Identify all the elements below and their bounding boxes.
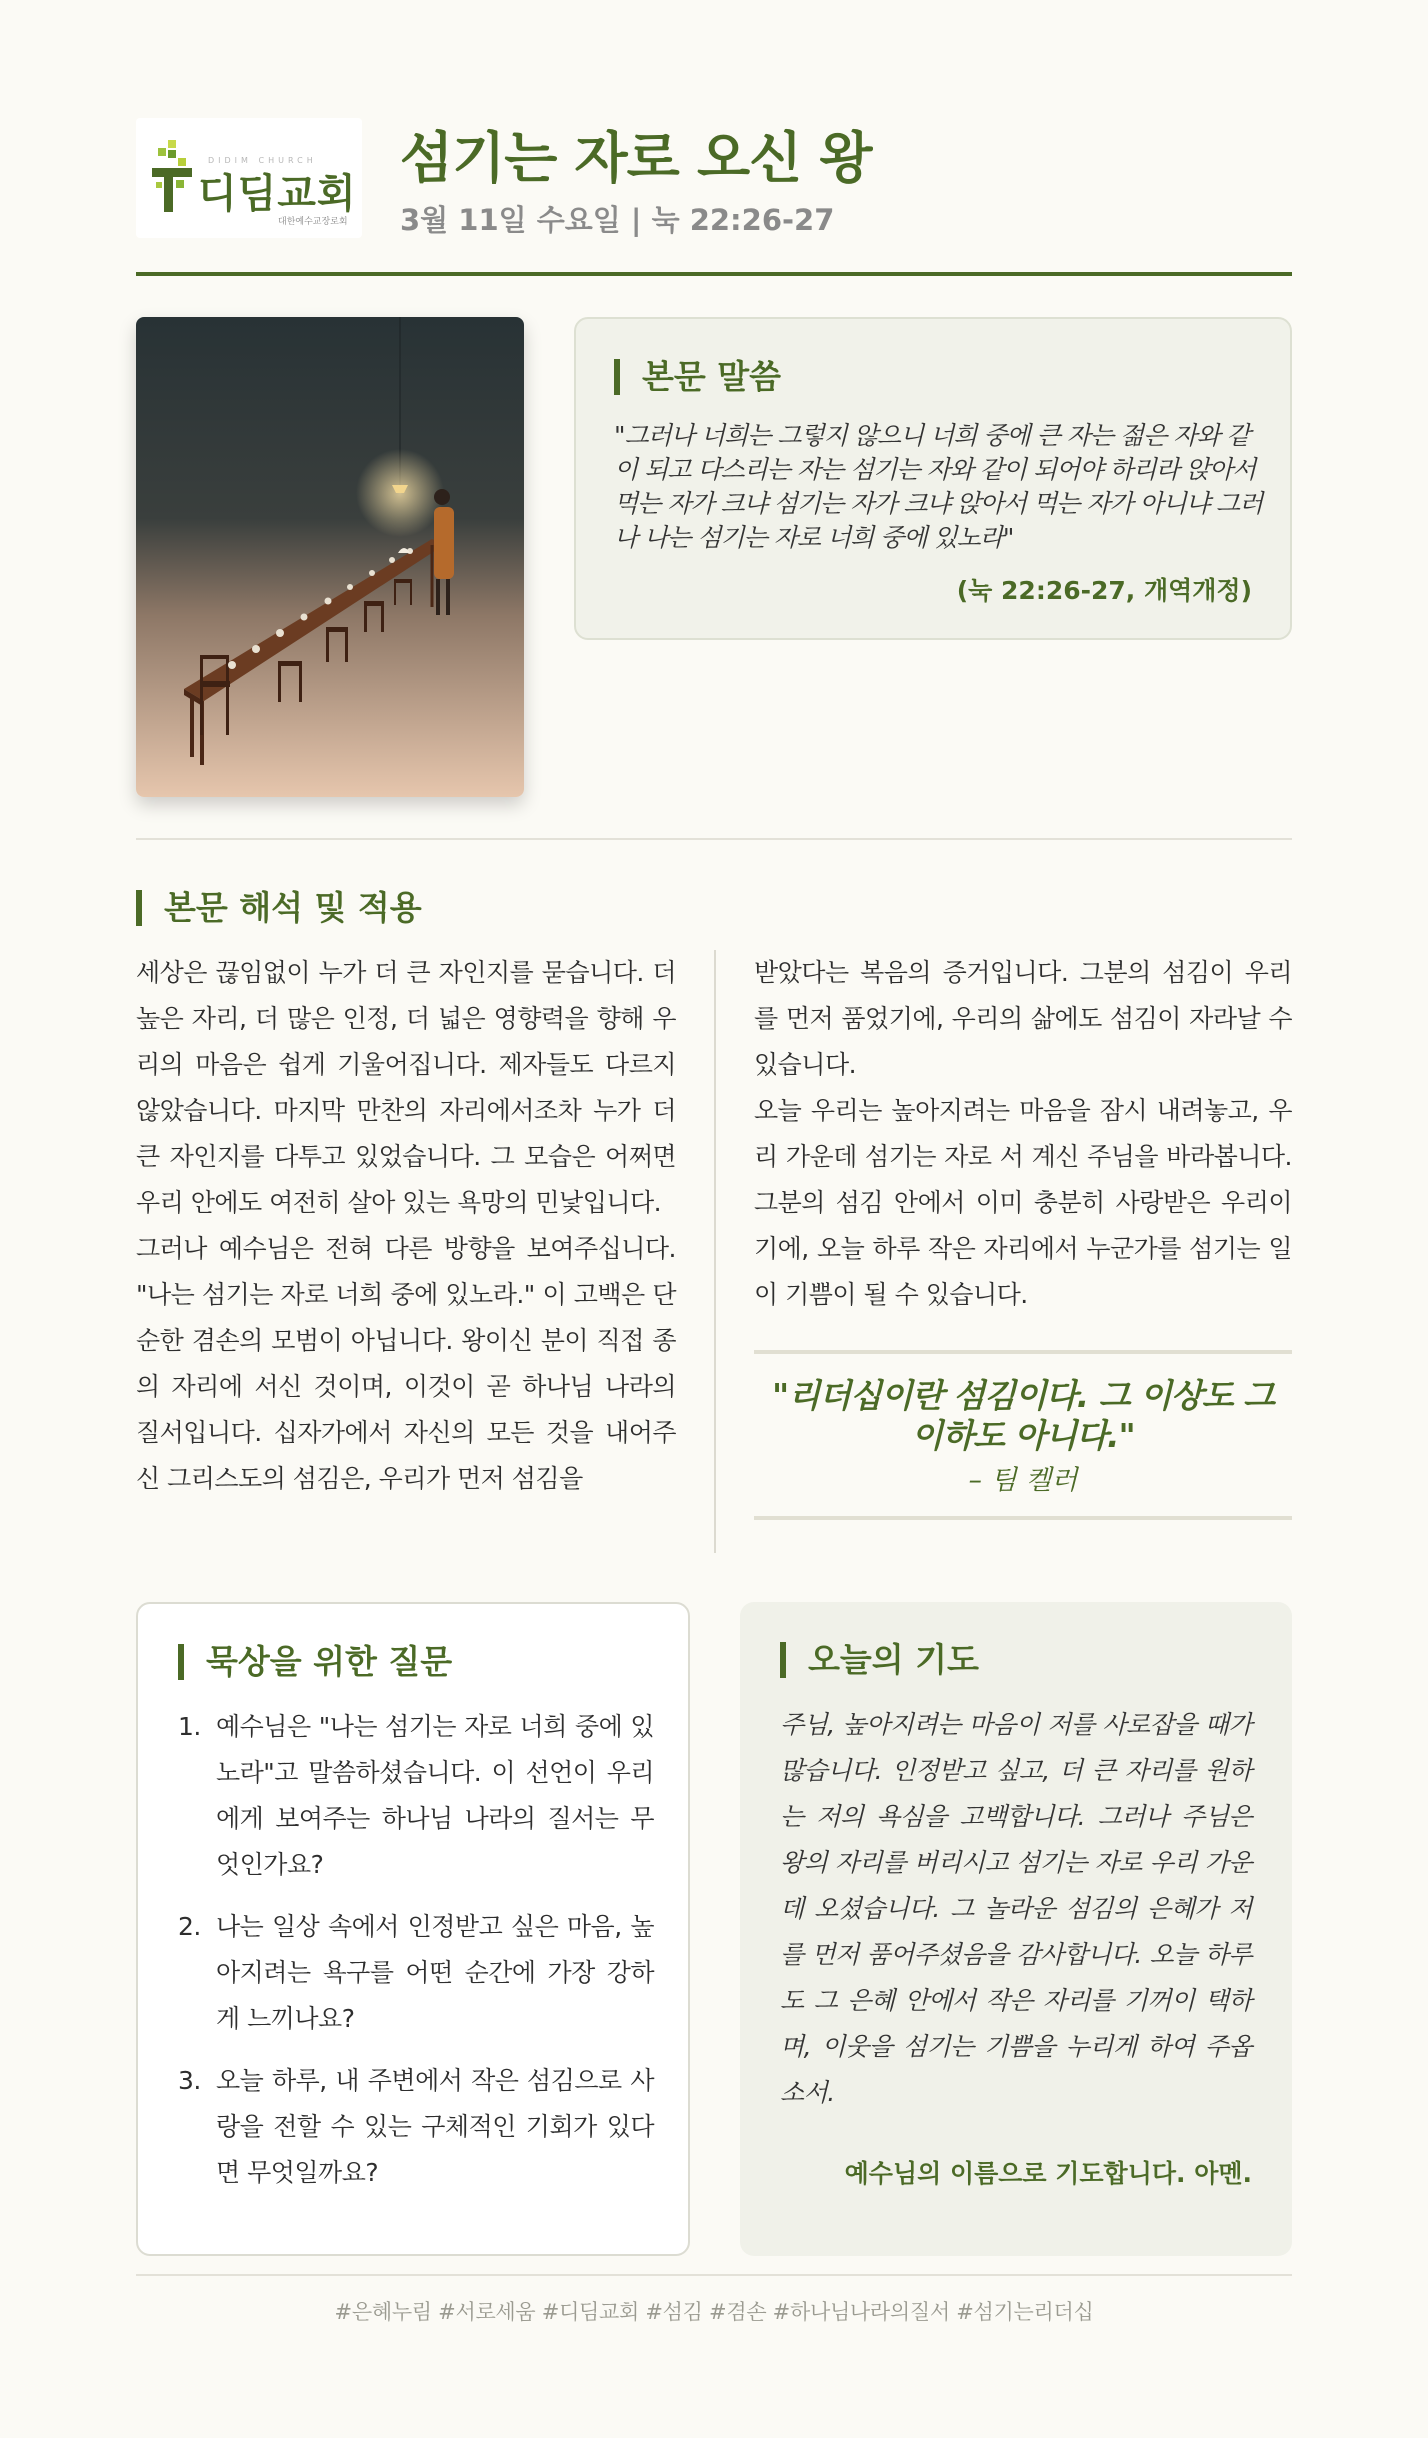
page-title: 섬기는 자로 오신 왕 — [400, 126, 872, 190]
prayer-text: 주님, 높아지려는 마음이 저를 사로잡을 때가 많습니다. 인정받고 싶고, 더 큰 자리를 원하는 저의 욕심을 고백합니다. 그러나 주님은 왕의 자리를 버리시고 섬기는 자로 우리 가운데 오셨습니다. 그 놀라운 섬김의 은혜가 저를 먼저 품어주셨음을 감사합니다. 오늘 하루도 그 은혜 안에서 작은 자리를 기꺼이 택하며, 이웃을 섬기는 기쁨을 누리게 하여 주옵소서. — [780, 1710, 1252, 2107]
question-text: 오늘 하루, 내 주변에서 작은 섬김으로 사랑을 전할 수 있는 구체적인 기회가 있다면 무엇일까요? — [216, 2066, 654, 2187]
paragraph: 그러나 예수님은 전혀 다른 방향을 보여주십니다. "나는 섬기는 자로 너희 중에 있노라." 이 고백은 단순한 겸손의 모범이 아닙니다. 왕이신 분이 직접 종의 자리에 서신 것이며, 이것이 곧 하나님 나라의 질서입니다. 십자가에서 자신의 모든 것을 내어주신 그리스도의 섬김은, 우리가 먼저 섬김을 — [136, 1234, 676, 1493]
pull-quote — [754, 1350, 1292, 1520]
header-divider — [136, 272, 1292, 276]
question-text: 예수님은 "나는 섬기는 자로 너희 중에 있노라"고 말씀하셨습니다. 이 선언이 우리에게 보여주는 하나님 나라의 질서는 무엇인가요? — [216, 1712, 654, 1879]
scripture-reference: (눅 22:26-27, 개역개정) — [956, 576, 1252, 605]
logo-name: 디딤교회 — [198, 171, 357, 217]
scripture-box — [574, 317, 1292, 640]
questions-list — [178, 1704, 654, 2212]
question-number: 3. — [178, 2066, 201, 2095]
prayer-card — [740, 1602, 1292, 2256]
questions-heading: 묵상을 위한 질문 — [178, 1644, 452, 1680]
footer-divider — [136, 2274, 1292, 2276]
hashtags: #은혜누림 #서로세움 #디딤교회 #섬김 #겸손 #하나님나라의질서 #섬기는리더십 — [334, 2300, 1094, 2324]
meditation-questions-card — [136, 1602, 690, 2256]
question-number: 1. — [178, 1712, 201, 1741]
list-item — [178, 2058, 654, 2196]
question-text: 나는 일상 속에서 인정받고 싶은 마음, 높아지려는 욕구를 어떤 순간에 가장 강하게 느끼나요? — [216, 1912, 654, 2033]
banquet-illustration — [136, 317, 524, 797]
church-logo — [136, 118, 362, 238]
interpretation-left-column — [136, 950, 676, 1502]
scripture-text: "그러나 너희는 그렇지 않으니 너희 중에 큰 자는 젊은 자와 같이 되고 다스리는 자는 섬기는 자와 같이 되어야 하리라 앉아서 먹는 자가 크냐 섬기는 자가 크냐 앉아서 먹는 자가 아니냐 그러나 나는 섬기는 자로 너희 중에 있노라" — [614, 421, 1263, 552]
prayer-heading: 오늘의 기도 — [780, 1642, 979, 1678]
paragraph: 세상은 끊임없이 누가 더 큰 자인지를 묻습니다. 더 높은 자리, 더 많은 인정, 더 넓은 영향력을 향해 우리의 마음은 쉽게 기울어집니다. 제자들도 다르지 않았습니다. 마지막 만찬의 자리에서조차 누가 더 큰 자인지를 다투고 있었습니다. 그 모습은 어쩌면 우리 안에도 여전히 살아 있는 욕망의 민낯입니다. — [136, 958, 676, 1217]
section-divider — [136, 838, 1292, 840]
scripture-heading: 본문 말씀 — [614, 359, 781, 395]
paragraph: 받았다는 복음의 증거입니다. 그분의 섬김이 우리를 먼저 품었기에, 우리의 삶에도 섬김이 자라날 수 있습니다. — [754, 958, 1292, 1079]
column-divider — [714, 950, 716, 1553]
quote-author: – 팀 켈러 — [968, 1465, 1078, 1496]
quote-text: "리더십이란 섬김이다. 그 이상도 그 이하도 아니다." — [772, 1376, 1274, 1455]
question-number: 2. — [178, 1912, 201, 1941]
logo-subtitle: DIDIM CHURCH — [208, 156, 317, 165]
date-reference: 3월 11일 수요일 | 눅 22:26-27 — [400, 203, 835, 237]
list-item — [178, 1704, 654, 1888]
interpretation-right-column — [754, 950, 1292, 1318]
interpretation-heading: 본문 해석 및 적용 — [136, 890, 422, 926]
list-item — [178, 1904, 654, 2042]
paragraph: 오늘 우리는 높아지려는 마음을 잠시 내려놓고, 우리 가운데 섬기는 자로 서 계신 주님을 바라봅니다. 그분의 섬김 안에서 이미 충분히 사랑받은 우리이기에, 오늘 하루 작은 자리에서 누군가를 섬기는 일이 기쁨이 될 수 있습니다. — [754, 1096, 1292, 1309]
logo-tagline: 대한예수교장로회 — [278, 217, 348, 227]
prayer-closing: 예수님의 이름으로 기도합니다. 아멘. — [844, 2159, 1252, 2188]
